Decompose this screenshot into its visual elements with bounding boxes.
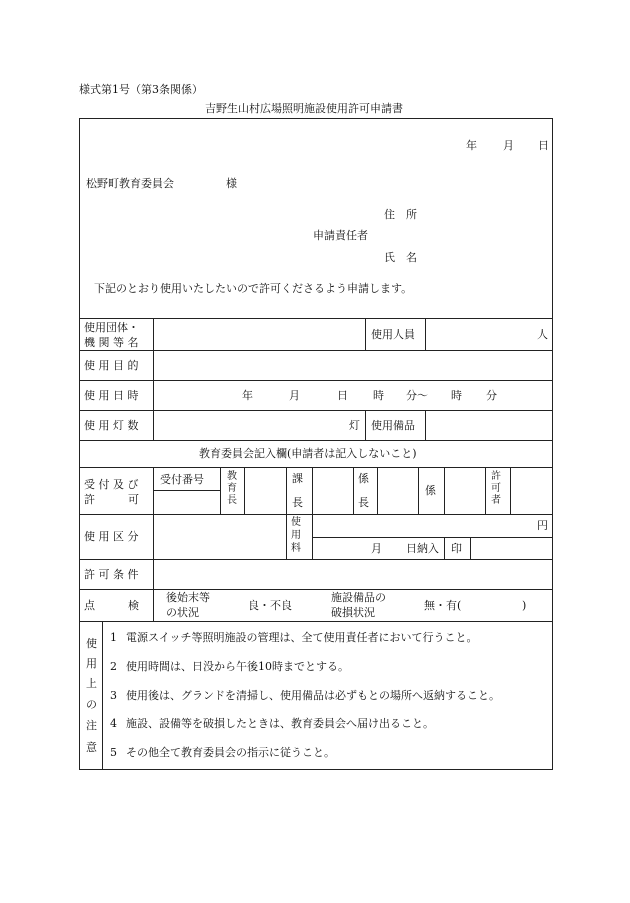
notes-side-char: 上 (86, 677, 97, 690)
approver-char-3: 者 (491, 495, 501, 506)
superintendent-char-1: 教 (227, 471, 237, 482)
group-label-line2: 機 関 等 名 (84, 336, 139, 349)
notes-side-char: 使 (86, 637, 97, 650)
persons-unit: 人 (537, 328, 548, 341)
note-text: 電源スイッチ等照明施設の管理は、全て使用責任者において行うこと。 (126, 631, 478, 644)
lights-unit: 灯 (349, 419, 360, 432)
notes-side-char: 用 (86, 657, 97, 670)
honorific: 様 (226, 177, 237, 190)
yen-unit: 円 (537, 519, 548, 532)
note-number: 4 (110, 717, 117, 730)
approver-char-2: 可 (491, 483, 501, 494)
note-text: その他全て教育委員会の指示に従うこと。 (126, 746, 335, 759)
date-day: 日 (538, 139, 549, 152)
date-month: 月 (503, 139, 514, 152)
committee-heading: 教育委員会記入欄(申請者は記入しないこと) (199, 447, 417, 460)
note-text: 使用時間は、日没から午後10時までとする。 (126, 660, 349, 673)
purpose-label: 使 用 目 的 (84, 359, 139, 372)
applicant-address-label: 住 所 (384, 208, 417, 221)
section-chief-char-1: 課 (292, 472, 303, 485)
lights-label: 使 用 灯 数 (84, 419, 139, 432)
superintendent-char-2: 育 (227, 483, 237, 494)
category-label: 使 用 区 分 (84, 530, 139, 543)
dt-month: 月 (289, 389, 300, 402)
fee-char-1: 使 (291, 517, 301, 528)
note-text: 使用後は、グランドを清掃し、使用備品は必ずもとの場所へ返納すること。 (126, 689, 500, 702)
dt-minute-from: 分〜 (406, 389, 428, 402)
fee-char-2: 用 (291, 530, 301, 541)
fee-char-3: 料 (291, 543, 301, 554)
applicant-name-label: 氏 名 (384, 251, 417, 264)
pay-day: 日納入 (406, 542, 439, 555)
notes-side-char: 注 (86, 719, 97, 732)
receipt-label-line2: 許 可 (84, 493, 139, 506)
superintendent-char-3: 長 (227, 495, 237, 506)
persons-label: 使用人員 (371, 328, 415, 341)
request-text: 下記のとおり使用いたしたいので許可くださるよう申請します。 (94, 282, 413, 295)
damage-label-line2: 破損状況 (331, 606, 375, 619)
dt-year: 年 (242, 389, 253, 402)
dt-hour: 時 (373, 389, 384, 402)
subsection-chief-char-2: 長 (358, 496, 369, 509)
section-chief-char-2: 長 (292, 496, 303, 509)
dt-hour-to: 時 (451, 389, 462, 402)
dt-day: 日 (337, 389, 348, 402)
staff-label: 係 (425, 484, 436, 497)
close-paren: ) (522, 599, 527, 612)
inspection-label: 点 検 (84, 599, 139, 612)
date-year: 年 (466, 139, 477, 152)
equipment-label: 使用備品 (371, 419, 415, 432)
group-label-line1: 使用団体・ (84, 321, 139, 334)
notes-side-char: 意 (86, 741, 97, 754)
addressee: 松野町教育委員会 (86, 177, 174, 190)
receipt-number-label: 受付番号 (160, 473, 204, 486)
dt-minute-to: 分 (486, 389, 497, 402)
cleanup-label-line2: の状況 (166, 606, 199, 619)
note-number: 2 (110, 660, 117, 673)
note-number: 5 (110, 746, 117, 759)
none-yes-option: 無・有( (424, 599, 462, 612)
form-number: 様式第1号（第3条関係） (79, 83, 203, 96)
seal-label: 印 (451, 542, 462, 555)
applicant-role-label: 申請責任者 (313, 229, 368, 242)
note-number: 1 (110, 631, 117, 644)
good-bad-option: 良・不良 (248, 599, 292, 612)
notes-side-char: の (86, 698, 97, 711)
cleanup-label-line1: 後始末等 (166, 591, 210, 604)
note-number: 3 (110, 689, 117, 702)
pay-month: 月 (371, 542, 382, 555)
damage-label-line1: 施設備品の (331, 591, 386, 604)
note-text: 施設、設備等を破損したときは、教育委員会へ届け出ること。 (126, 717, 434, 730)
conditions-label: 許 可 条 件 (84, 568, 139, 581)
form-title: 吉野生山村広場照明施設使用許可申請書 (205, 102, 403, 115)
subsection-chief-char-1: 係 (358, 472, 369, 485)
datetime-label: 使 用 日 時 (84, 389, 139, 402)
receipt-label-line1: 受 付 及 び (84, 478, 139, 491)
approver-char-1: 許 (491, 471, 501, 482)
